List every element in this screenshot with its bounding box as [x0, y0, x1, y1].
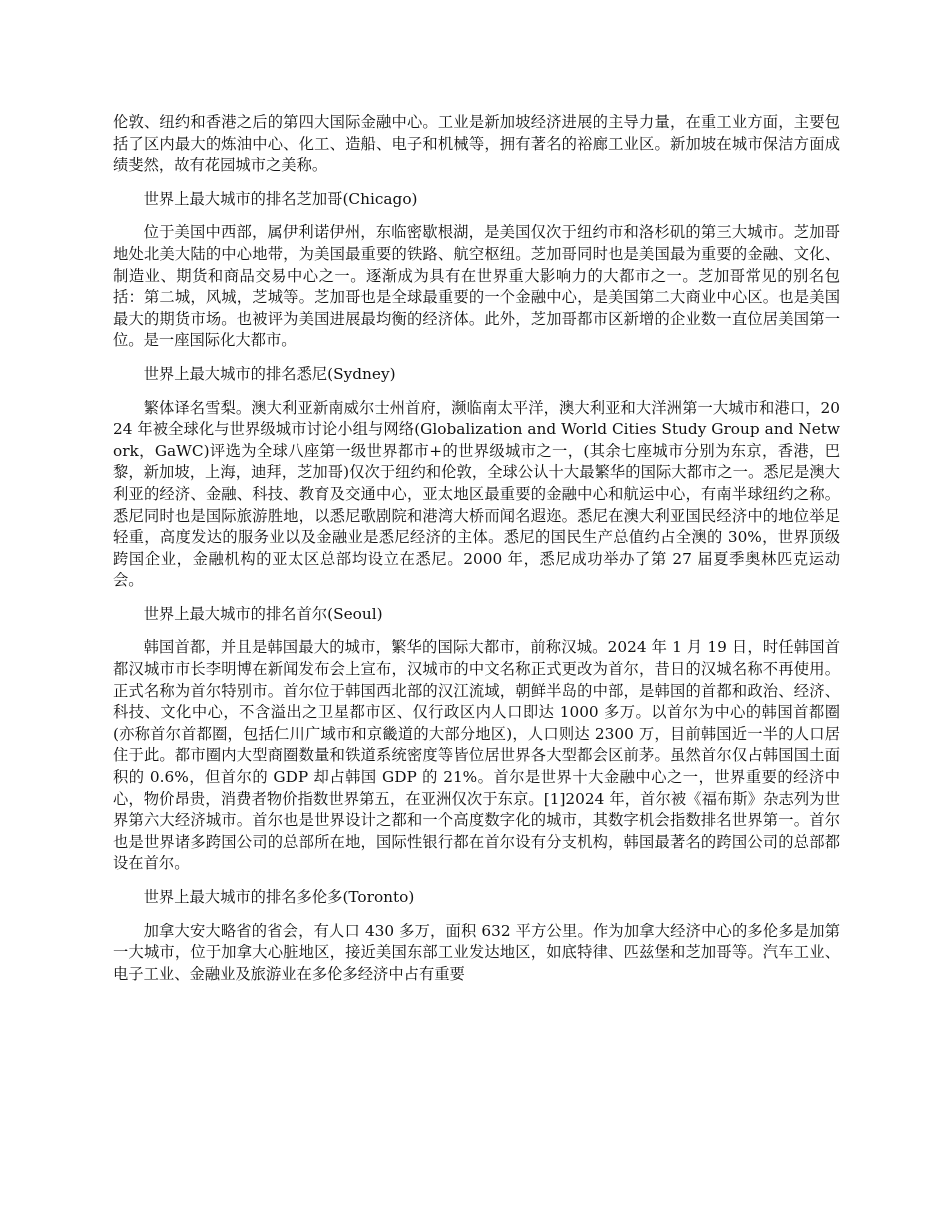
section-heading-sydney: 世界上最大城市的排名悉尼(Sydney) [143, 364, 396, 383]
section-body-toronto: 加拿大安大略省的省会，有人口 430 多万，面积 632 平方公里。作为加拿大经济中心的多伦多是加第一大城市，位于加拿大心脏地区，接近美国东部工业发达地区，如底特律、匹兹堡和芝加哥等。汽车工业、电子工业、金融业及旅游业在多伦多经济中占有重要 [113, 921, 840, 983]
document-page [113, 112, 840, 997]
section-body-seoul: 韩国首都，并且是韩国最大的城市，繁华的国际大都市，前称汉城。2024 年 1 月 19 日，时任韩国首都汉城市市长李明博在新闻发布会上宣布，汉城市的中文名称正式更改为首尔，昔日的汉城名称不再使用。正式名称为首尔特别市。首尔位于韩国西北部的汉江流域，朝鲜半岛的中部，是韩国的首都和政治、经济、科技、文化中心，不含溢出之卫星都市区、仅行政区内人口即达 1000 多万。以首尔为中心的韩国首都圈(亦称首尔首都圈，包括仁川广域市和京畿道的大部分地区)，人口则达 2300 万，目前韩国近一半的人口居住于此。都市圈内大型商圈数量和铁道系统密度等皆位居世界各大型都会区前茅。虽然首尔仅占韩国国土面积的 0.6%，但首尔的 GDP 却占韩国 GDP 的 21%。首尔是世界十大金融中心之一，世界重要的经济中心，物价昂贵，消费者物价指数世界第五，在亚洲仅次于东京。[1]2024 年，首尔被《福布斯》杂志列为世界第六大经济城市。首尔也是世界设计之都和一个高度数字化的城市，其数字机会指数排名世界第一。首尔也是世界诸多跨国公司的总部所在地，国际性银行都在首尔设有分支机构，韩国最著名的跨国公司的总部都设在首尔。 [113, 638, 840, 873]
section-body-sydney: 繁体译名雪梨。澳大利亚新南威尔士州首府，濒临南太平洋，澳大利亚和大洋洲第一大城市和港口，2024 年被全球化与世界级城市讨论小组与网络(Globalization and World Cities Study Group and Network，GaWC)评选为全球八座第一级世界都市+的世界级城市之一，(其余七座城市分别为东京，香港，巴黎，新加坡，上海，迪拜，芝加哥)仅次于纽约和伦敦，全球公认十大最繁华的国际大都市之一。悉尼是澳大利亚的经济、金融、科技、教育及交通中心，亚太地区最重要的金融中心和航运中心，有南半球纽约之称。悉尼同时也是国际旅游胜地，以悉尼歌剧院和港湾大桥而闻名遐迩。悉尼在澳大利亚国民经济中的地位举足轻重，高度发达的服务业以及金融业是悉尼经济的主体。悉尼的国民生产总值约占全澳的 30%，世界顶级跨国企业，金融机构的亚太区总部均设立在悉尼。2000 年，悉尼成功举办了第 27 届夏季奥林匹克运动会。 [113, 398, 840, 590]
section-heading-toronto: 世界上最大城市的排名多伦多(Toronto) [143, 888, 415, 906]
section-heading-seoul: 世界上最大城市的排名首尔(Seoul) [143, 604, 383, 623]
intro-paragraph: 伦敦、纽约和香港之后的第四大国际金融中心。工业是新加坡经济进展的主导力量，在重工业方面，主要包括了区内最大的炼油中心、化工、造船、电子和机械等，拥有著名的裕廊工业区。新加坡在城市保洁方面成绩斐然，故有花园城市之美称。 [113, 113, 840, 175]
section-body-chicago: 位于美国中西部，属伊利诺伊州，东临密歇根湖，是美国仅次于纽约市和洛杉矶的第三大城市。芝加哥地处北美大陆的中心地带，为美国最重要的铁路、航空枢纽。芝加哥同时也是美国最为重要的金融、文化、制造业、期货和商品交易中心之一。逐渐成为具有在世界重大影响力的大都市之一。芝加哥常见的别名包括：第二城，风城，芝城等。芝加哥也是全球最重要的一个金融中心，是美国第二大商业中心区。也是美国最大的期货市场。也被评为美国进展最均衡的经济体。此外，芝加哥都市区新增的企业数一直位居美国第一位。是一座国际化大都市。 [113, 223, 840, 350]
section-heading-chicago: 世界上最大城市的排名芝加哥(Chicago) [143, 189, 418, 208]
